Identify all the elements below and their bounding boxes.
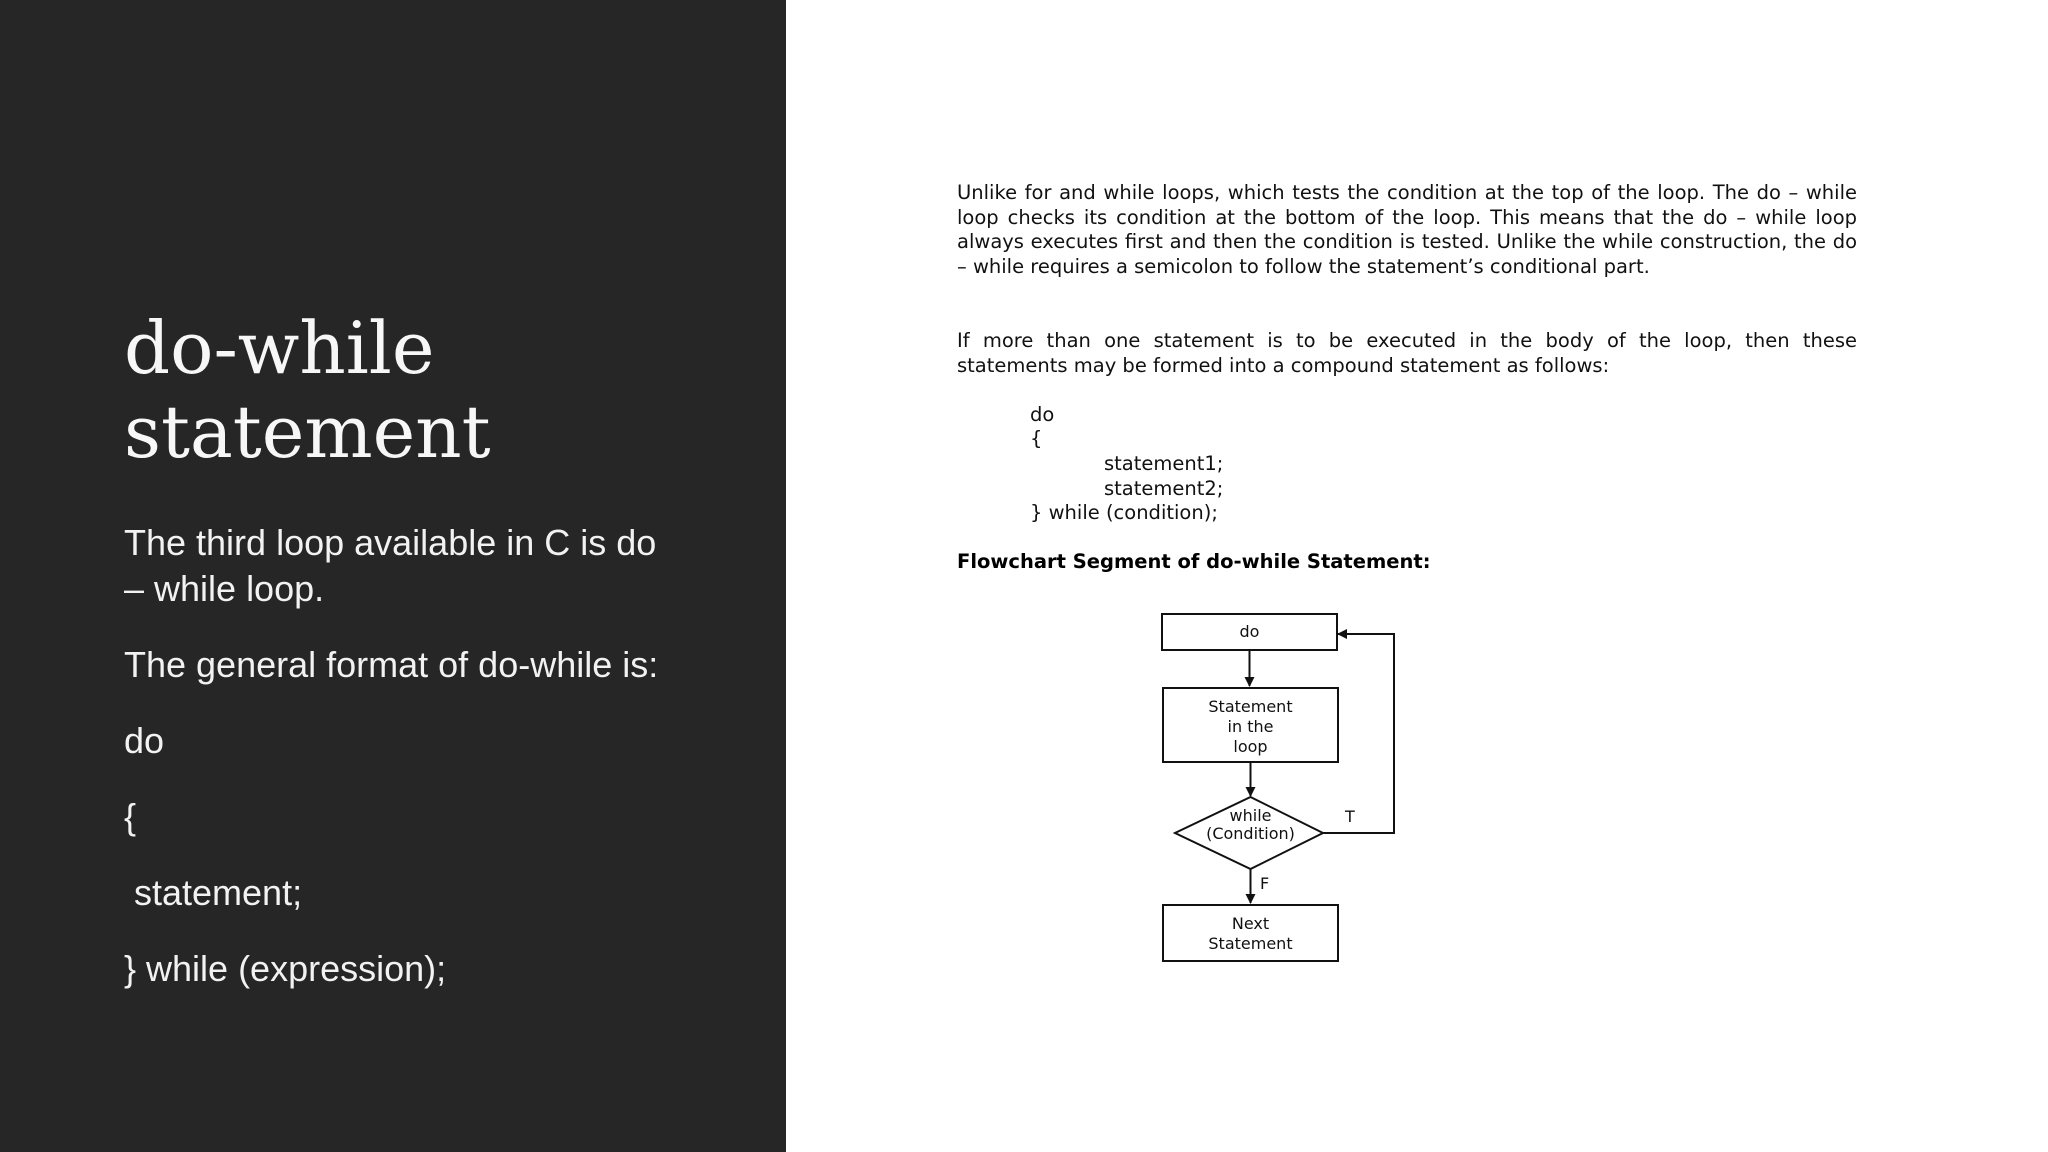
flowchart-heading: Flowchart Segment of do-while Statement:	[957, 550, 1431, 573]
doc-code-line-5: } while (condition);	[1030, 501, 1218, 524]
flowchart-next-line-2: Statement	[1208, 934, 1293, 953]
flowchart-true-label: T	[1345, 807, 1355, 826]
left-code-line-3: statement;	[124, 872, 303, 913]
flowchart-statement-line-2: in the	[1227, 717, 1274, 736]
flowchart-condition-line-1: while	[1229, 806, 1272, 825]
intro-text: The third loop available in C is do – while loop.	[124, 522, 657, 609]
flowchart-do-label: do	[1239, 622, 1260, 641]
description-paragraph-2: If more than one statement is to be executed in the body of the loop, then these statements may be formed into a compound statement as follows:	[957, 329, 1857, 377]
doc-code-line-2: {	[1030, 427, 1043, 450]
flowchart-diagram	[786, 0, 2048, 1152]
left-code-line-4: } while (expression);	[124, 948, 447, 989]
doc-code-line-3: statement1;	[1104, 452, 1224, 475]
flowchart-condition-line-2: (Condition)	[1206, 824, 1295, 843]
flowchart-next-line-1: Next	[1231, 914, 1270, 933]
flowchart-statement-line-1: Statement	[1208, 697, 1293, 716]
slide-title: do-while statement	[124, 306, 491, 474]
left-panel	[0, 0, 786, 1152]
description-paragraph-1: Unlike for and while loops, which tests the condition at the top of the loop. The do – while loop checks its condition at the bottom of the loop. This means that the do – while loop always executes first and then the condition is tested. Unlike the while construction, the do – while requires a semicolon to follow the statement’s conditional part.	[957, 181, 1857, 278]
doc-code-line-4: statement2;	[1104, 477, 1224, 500]
flowchart-statement-line-3: loop	[1233, 737, 1268, 756]
left-code-line-1: do	[124, 720, 165, 761]
doc-code-line-1: do	[1030, 403, 1055, 426]
document-panel	[786, 0, 2048, 1152]
left-code-line-2: {	[124, 796, 137, 837]
flowchart-false-label: F	[1260, 874, 1270, 893]
format-label: The general format of do-while is:	[124, 644, 659, 685]
